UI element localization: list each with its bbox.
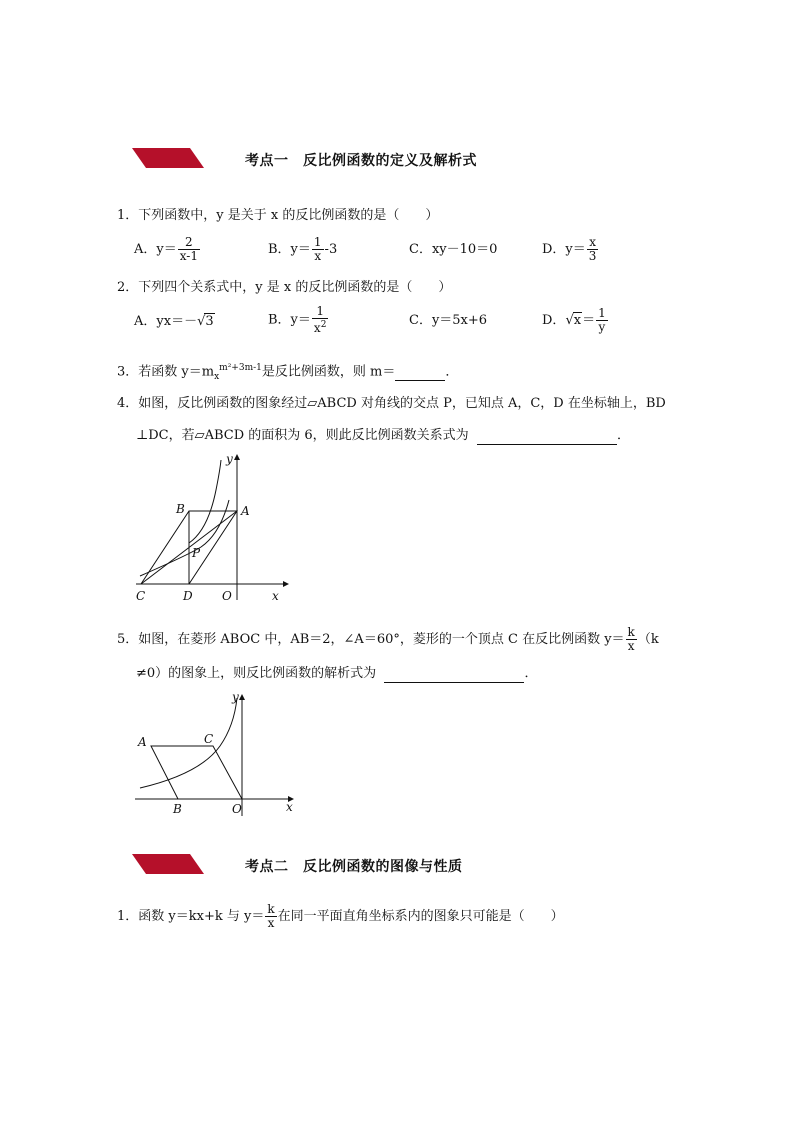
label-d: D: [183, 589, 193, 603]
label-a: A: [241, 504, 250, 518]
question-5-line2: ≠0）的图象上，则反比例函数的解析式为 ．: [136, 666, 538, 681]
rhombus: [151, 746, 242, 799]
label-c: C: [204, 732, 214, 746]
label-x: x: [286, 800, 293, 814]
answer-blank[interactable]: [395, 364, 445, 381]
label-p: P: [192, 546, 201, 560]
section-title: 考点一 反比例函数的定义及解析式: [245, 153, 477, 169]
q1-option-d[interactable]: D．y＝ $\frac{x}{3}$: [542, 235, 597, 263]
label-y: y: [232, 690, 239, 704]
label-o: O: [222, 589, 232, 603]
question-2-stem: 2．下列四个关系式中，y 是 x 的反比例函数的是（ ）: [117, 280, 452, 295]
question-4-line2: ⊥DC，若▱ABCD 的面积为 6，则此反比例函数关系式为 ．: [136, 428, 630, 443]
q2-option-b[interactable]: B．y＝ $\frac{1}{x^2}$: [268, 304, 327, 335]
question-3: 3．若函数 $y=m_x^{m^2+3m-1}$是反比例函数，则 m＝ ．: [117, 363, 459, 382]
label-o: O: [232, 802, 242, 816]
label-y: y: [226, 452, 233, 466]
question-5-line1: 5．如图，在菱形 ABOC 中，AB＝2，∠A＝60°，菱形的一个顶点 C 在反比例函数 y＝ $\frac{k}{x}$ （k: [117, 625, 659, 653]
question-1-stem: 1．下列函数中，y 是关于 x 的反比例函数的是（ ）: [117, 208, 439, 223]
section-banner: [132, 148, 204, 168]
q2-option-d[interactable]: D．√x＝ $\frac{1}{y}$: [542, 306, 606, 334]
q2-option-a[interactable]: A．yx＝－√3: [134, 314, 214, 329]
q2-option-c[interactable]: C．y＝5x+6: [409, 313, 488, 328]
label-b: B: [173, 802, 182, 816]
figure-q5: [130, 688, 300, 818]
section-title: 考点二 反比例函数的图像与性质: [245, 859, 463, 875]
label-c: C: [136, 589, 146, 603]
label-a: A: [138, 735, 147, 749]
label-x: x: [272, 589, 279, 603]
section-banner: [132, 854, 204, 874]
hyperbola: [140, 698, 237, 788]
section-2-question-1: 1．函数 y＝kx+k 与 y＝ $\frac{k}{x}$ 在同一平面直角坐标系内的图象只可能是（ ）: [117, 902, 564, 930]
q1-option-a[interactable]: A．y＝ $\frac{2}{x-1}$: [134, 235, 198, 263]
q1-option-b[interactable]: B．y＝ $\frac{1}{x}$ -3: [268, 235, 338, 263]
q1-option-c[interactable]: C．xy－10＝0: [409, 242, 498, 257]
figure-q4: [128, 450, 293, 605]
question-4-line1: 4．如图，反比例函数的图象经过▱ABCD 对角线的交点 P，已知点 A，C，D 在坐标轴上，BD: [117, 396, 666, 411]
answer-blank[interactable]: [477, 428, 617, 445]
label-b: B: [176, 502, 185, 516]
answer-blank[interactable]: [384, 666, 524, 683]
